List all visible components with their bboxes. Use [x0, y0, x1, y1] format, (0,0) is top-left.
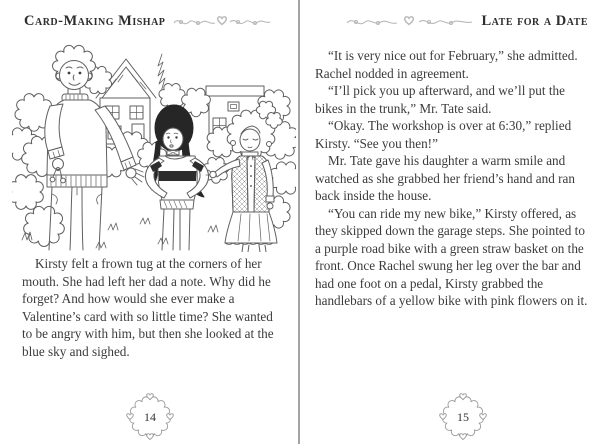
paragraph: “I’ll pick you up afterward, and we’ll put the bikes in the trunk,” Mr. Tate said.: [315, 83, 565, 116]
heart-flourish-icon: [345, 14, 475, 30]
left-page-text: [22, 255, 286, 360]
story-illustration: [12, 44, 296, 252]
chapter-title-left: Card-Making Mishap: [24, 13, 166, 29]
left-page-header: [24, 13, 272, 30]
chapter-title-right: Late for a Date: [481, 13, 588, 29]
page-number-right: 15: [457, 410, 469, 424]
paragraph: Mr. Tate gave his daughter a warm smile and watched as she grabbed her friend’s hand and ran back inside the house.: [315, 153, 575, 203]
paragraph: “Okay. The workshop is over at 6:30,” replied Kirsty. “See you then!”: [315, 118, 572, 151]
heart-flourish-icon: [172, 14, 272, 30]
right-page-text: [315, 47, 588, 310]
page-number-left: 14: [144, 410, 156, 424]
right-page-header: [345, 13, 589, 30]
paragraph: “It is very nice out for February,” she admitted. Rachel nodded in agreement.: [315, 48, 578, 81]
page-right: [300, 0, 600, 444]
page-number-ornament-left: [122, 391, 178, 443]
paragraph: “You can ride my new bike,” Kirsty offered, as they skipped down the garage steps. She pointed to a purple road bike with a green straw basket on the front. Once Rachel swung her leg over the bar and had one foot on a pedal, Kirsty grabbed the handlebars of a yellow bike with pink flowers on it.: [315, 205, 588, 308]
paragraph: Kirsty felt a frown tug at the corners of her mouth. She had left her dad a note. Why did he forget? And how would she ever make a Valentine’s card with so little time? She wanted to be angry with him, but then she looked at the blue sky and sighed.: [22, 256, 274, 359]
page-number-ornament-right: [435, 391, 491, 443]
kirsty-figure: [145, 105, 208, 250]
